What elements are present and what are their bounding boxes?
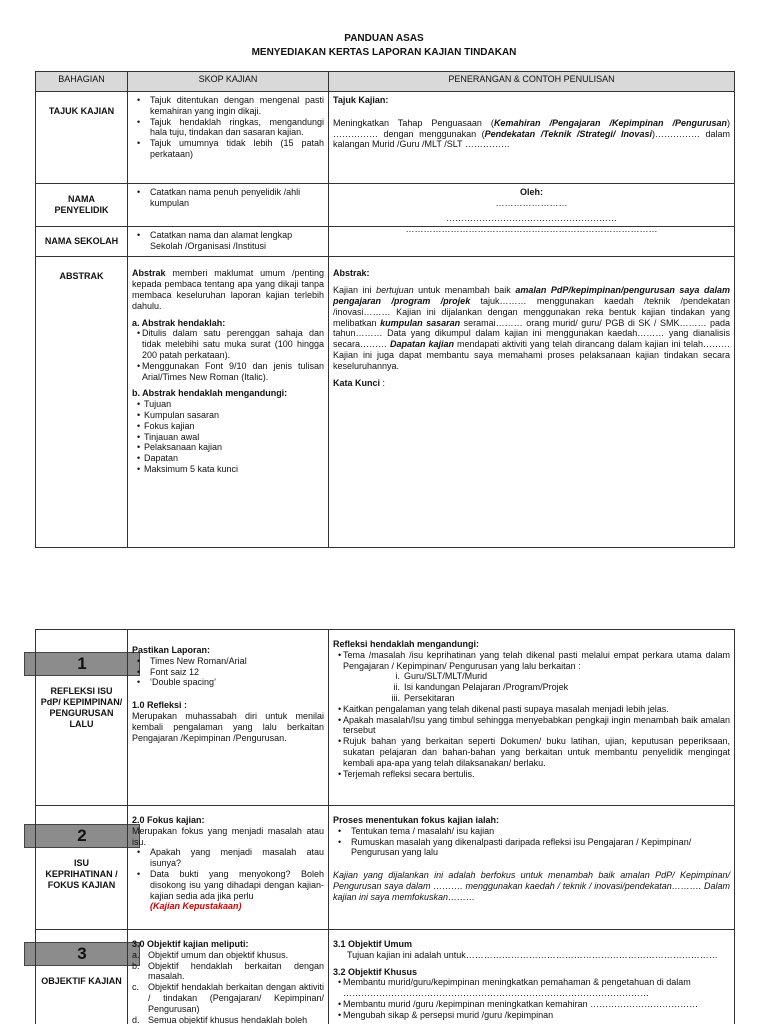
column-header-skop: SKOP KAJIAN [128, 72, 329, 92]
list-item: • Fokus kajian [132, 421, 324, 432]
column-header-penerangan: PENERANGAN & CONTOH PENULISAN [329, 72, 735, 92]
text: Guru/SLT/MLT/Murid [404, 671, 488, 682]
text: Persekitaran [404, 692, 455, 703]
objektif-umum-heading: 3.1 Objektif Umum [333, 939, 413, 949]
text: Abstrak [132, 268, 166, 279]
text: Pendekatan /Teknik /Strategi/ Inovasi [484, 128, 652, 139]
list-item [132, 950, 324, 961]
kajian-kepustakaan-note: (Kajian Kepustakaan) [150, 901, 242, 912]
kata-kunci [333, 378, 730, 389]
list-item: • Tajuk hendaklah ringkas, mengandungi hala tuju, tindakan dan sasaran kajian. [132, 117, 324, 139]
list-item [132, 869, 324, 912]
penerangan-isu [329, 806, 735, 930]
skop-objektif [128, 930, 329, 1024]
dots-line: ………………………………………………… [446, 212, 617, 223]
marker: b. [132, 960, 140, 971]
list-item: • Kumpulan sasaran [132, 410, 324, 421]
text: amalan PdP/kepimpinan/pengurusan saya dalam pengajaran /program /projek [333, 285, 730, 306]
marker: d. [132, 1014, 140, 1024]
text: : [380, 377, 386, 388]
list-item: • Membantu murid /guru /kepimpinan meningkatkan kemahiran ……………………………… [333, 999, 730, 1010]
section-number-box: 2 [24, 824, 140, 848]
skop-tajuk [128, 92, 329, 184]
refleksi-r-heading: Refleksi hendaklah mengandungi: [333, 639, 480, 649]
text: kumpulan sasaran [380, 317, 461, 328]
section-label: REFLEKSI ISU PdP/ KEPIMPINAN/ PENGURUSAN LALU [40, 686, 123, 729]
row-sekolah [36, 227, 735, 257]
list-item: • Catatkan nama penuh penyelidik /ahli kumpulan [132, 187, 324, 209]
text: Objektif umum dan objektif khusus. [148, 949, 289, 960]
pastikan-heading: Pastikan Laporan: [132, 645, 211, 655]
tajuk-heading: Tajuk Kajian: [333, 95, 389, 105]
list-item [388, 671, 730, 682]
row-penyelidik [36, 184, 735, 227]
refleksi-heading: 1.0 Refleksi : [132, 700, 188, 711]
list-item: • Times New Roman/Arial [132, 656, 324, 667]
list-item: • Menggunakan Font 9/10 dan jenis tulisan Arial/Times New Roman (Italic). [132, 361, 324, 383]
abstrak-intro [132, 260, 324, 311]
label-tajuk-kajian: TAJUK KAJIAN [36, 92, 128, 184]
oleh-label: Oleh: [519, 187, 543, 197]
list-item: • Ditulis dalam satu perenggan sahaja dan tidak melebihi satu muka surat (100 hingga 200 patah perkataan). [132, 328, 324, 360]
list-item: • Tujuan [132, 399, 324, 410]
label-refleksi [36, 630, 128, 806]
text: Semua objektif khusus hendaklah boleh [148, 1014, 308, 1024]
list-item: • Tema /masalah /isu keprihatinan yang telah dikenal pasti melalui empat perkara utama dalam Pengajaran / Kepimpinan/ Pengurusan yang lalu berkaitan : [333, 650, 730, 672]
text: untuk menambah baik [413, 285, 516, 296]
text: Dapatan kajian [390, 339, 455, 350]
marker: ii. [393, 682, 400, 693]
proses-heading: Proses menentukan fokus kajian ialah: [333, 815, 500, 825]
list-item [132, 961, 324, 983]
objektif-khusus-heading: 3.2 Objektif Khusus [333, 966, 418, 977]
objektif-umum-text: Tujuan kajian ini adalah untuk………………………………………………………………………… [347, 949, 718, 960]
marker: c. [132, 982, 140, 993]
dots-line: ………………………………………………………………………… [405, 224, 658, 235]
list-item: • Font saiz 12 [132, 667, 324, 678]
list-item: • Terjemah refleksi secara bertulis. [333, 769, 730, 780]
list-item: • Apakah masalah/Isu yang timbul sehingga menyebabkan pengkaji ingin menambah baik amalan tersebut [333, 715, 730, 737]
title-line-2: MENYEDIAKAN KERTAS LAPORAN KAJIAN TINDAKAN [251, 47, 517, 58]
skop-sekolah [128, 227, 329, 257]
section-label: ISU KEPRIHATINAN / FOKUS KAJIAN [45, 858, 118, 890]
abstrak-heading: Abstrak: [333, 268, 370, 279]
penerangan-tajuk [329, 92, 735, 184]
text: Meningkatkan Tahap Penguasaan ( [333, 117, 494, 128]
penerangan-sekolah [329, 224, 735, 257]
section-number-box: 3 [24, 942, 140, 966]
list-item: • Tajuk umumnya tidak lebih (15 patah perkataan) [132, 138, 324, 160]
text: Kajian ini [333, 285, 377, 296]
list-item: • Kaitkan pengalaman yang telah dikenal pasti supaya masalah menjadi lebih jelas. [333, 704, 730, 715]
column-header-bahagian: BAHAGIAN [36, 72, 128, 92]
text: Kemahiran /Pengajaran /Kepimpinan /Pengurusan [493, 117, 727, 128]
fokus-desc: Merupakan fokus yang menjadi masalah atau isu. [132, 825, 324, 847]
text: seramai……… orang murid/ guru/ PGB di SK / SMK……… pada tahun……… Data yang dikumpul dalam kajian ini menggunakan kaedah……… yang dianalisis secara……… [333, 317, 731, 350]
list-item: • Rumuskan masalah yang dikenalpasti daripada refleksi isu Pengajaran / Kepimpinan/ Pengurusan yang lalu [333, 837, 730, 859]
text: Kata Kunci [333, 377, 381, 388]
text: Objektif hendaklah berkaitan dengan masalah. [148, 960, 324, 982]
guide-table-top [35, 71, 735, 548]
label-abstrak: ABSTRAK [36, 257, 128, 548]
marker: a. [132, 949, 140, 960]
text: bertujuan [376, 285, 414, 296]
text: Isi kandungan Pelajaran /Program/Projek [404, 682, 569, 693]
marker: iii. [391, 692, 400, 703]
refleksi-desc: Merupakan muhassabah diri untuk menilai kembali pengalaman yang lalu berkaitan Pengajaran /Kepimpinan /Pengurusan. [132, 710, 324, 743]
list-item [132, 982, 324, 1014]
penerangan-refleksi [329, 630, 735, 806]
row-refleksi [36, 630, 735, 806]
skop-abstrak [128, 257, 329, 548]
dots-line: …………………… [495, 197, 568, 208]
document-title [0, 32, 768, 60]
fokus-heading: 2.0 Fokus kajian: [132, 815, 205, 825]
list-item: • Tentukan tema / masalah/ isu kajian [333, 826, 730, 837]
title-line-1: PANDUAN ASAS [344, 33, 424, 44]
row-abstrak [36, 257, 735, 548]
list-item: • Pelaksanaan kajian [132, 442, 324, 453]
section-label: OBJEKTIF KAJIAN [41, 976, 122, 986]
penerangan-abstrak [329, 257, 735, 548]
marker: i. [395, 671, 400, 682]
text: Data bukti yang menyokong? Boleh disokong isu yang dihadapi dengan kajian-kajian sedia ada jika perlu [150, 868, 324, 901]
list-item: • Dapatan [132, 453, 324, 464]
list-item: • Tinjauan awal [132, 432, 324, 443]
label-isu [36, 806, 128, 930]
list-item: • Apakah yang menjadi masalah atau isunya? [132, 847, 324, 869]
list-item: • Maksimum 5 kata kunci [132, 464, 324, 475]
skop-penyelidik [128, 184, 329, 227]
section-number-box: 1 [24, 652, 140, 676]
text: )…………… dalam kalangan Murid /Guru /MLT /SLT …………… [333, 128, 730, 150]
header-row [36, 72, 735, 92]
guide-table-bottom [35, 629, 735, 1024]
label-objektif [36, 930, 128, 1024]
list-item: • Membantu murid/guru/kepimpinan meningkatkan pemahaman & pengetahuan di dalam ………………………………………………………………………………………… [333, 977, 730, 999]
row-objektif [36, 930, 735, 1024]
text: tajuk……… menggunakan kaedah /teknik /pendekatan /inovasi……… Kajian ini dijalankan dengan menggunakan reka bentuk kajian tindakan yang melibatkan [333, 295, 731, 328]
list-item [388, 693, 730, 704]
list-item: • Rujuk bahan yang berkaitan seperti Dokumen/ buku latihan, ujian, keputusan peperiksaan, sukatan pelajaran dan bahan-bahan yang berkaitan untuk membantu penyelidik mengingat kembali apa-apa yang telah dilaksanakan/ berlaku. [333, 736, 730, 768]
abstrak-b-heading: b. Abstrak hendaklah mengandungi: [132, 388, 288, 399]
abstrak-example [333, 285, 730, 371]
fokus-example: Kajian yang dijalankan ini adalah berfokus untuk menambah baik amalan PdP/ Kepimpinan/ Pengurusan saya dalam ………. menggunakan kaedah / teknik / inovasi/pendekatan………. Dalam kajian ini saya memfokuskan……… [333, 870, 730, 902]
list-item: • Mengubah sikap & persepsi murid /guru /kepimpinan [333, 1010, 730, 1021]
abstrak-a-heading: a. Abstrak hendaklah: [132, 317, 226, 328]
objektif-heading: 3.0 Objektif kajian meliputi: [132, 939, 249, 949]
tajuk-example [333, 118, 730, 150]
penerangan-penyelidik [329, 184, 735, 227]
skop-isu [128, 806, 329, 930]
list-item: • Tajuk ditentukan dengan mengenal pasti kemahiran yang ingin dikaji. [132, 95, 324, 117]
label-nama-sekolah: NAMA SEKOLAH [36, 227, 128, 257]
row-tajuk [36, 92, 735, 184]
list-item [388, 682, 730, 693]
penerangan-objektif [329, 930, 735, 1024]
text: mendapati aktiviti yang telah dirancang dalam kajian ini telah……… Kajian ini juga dapat membantu saya memahami proses pelaksanaan kajian tindakan secara keseluruhannya. [333, 339, 730, 371]
list-item: • ‘Double spacing’ [132, 677, 324, 688]
row-isu [36, 806, 735, 930]
text: memberi maklumat umum /penting kepada pembaca tentang apa yang dikaji tanpa membaca keseluruhan laporan kajian terlebih dahulu. [132, 268, 324, 311]
text: ) …………… dengan menggunakan ( [333, 117, 730, 139]
skop-refleksi [128, 630, 329, 806]
label-nama-penyelidik: NAMA PENYELIDIK [36, 184, 128, 227]
list-item: • Catatkan nama dan alamat lengkap Sekolah /Organisasi /Institusi [132, 230, 324, 252]
text: Objektif hendaklah berkaitan dengan aktiviti / tindakan (Pengajaran/ Kepimpinan/ Pengurusan) [148, 982, 324, 1014]
list-item [132, 1015, 324, 1024]
